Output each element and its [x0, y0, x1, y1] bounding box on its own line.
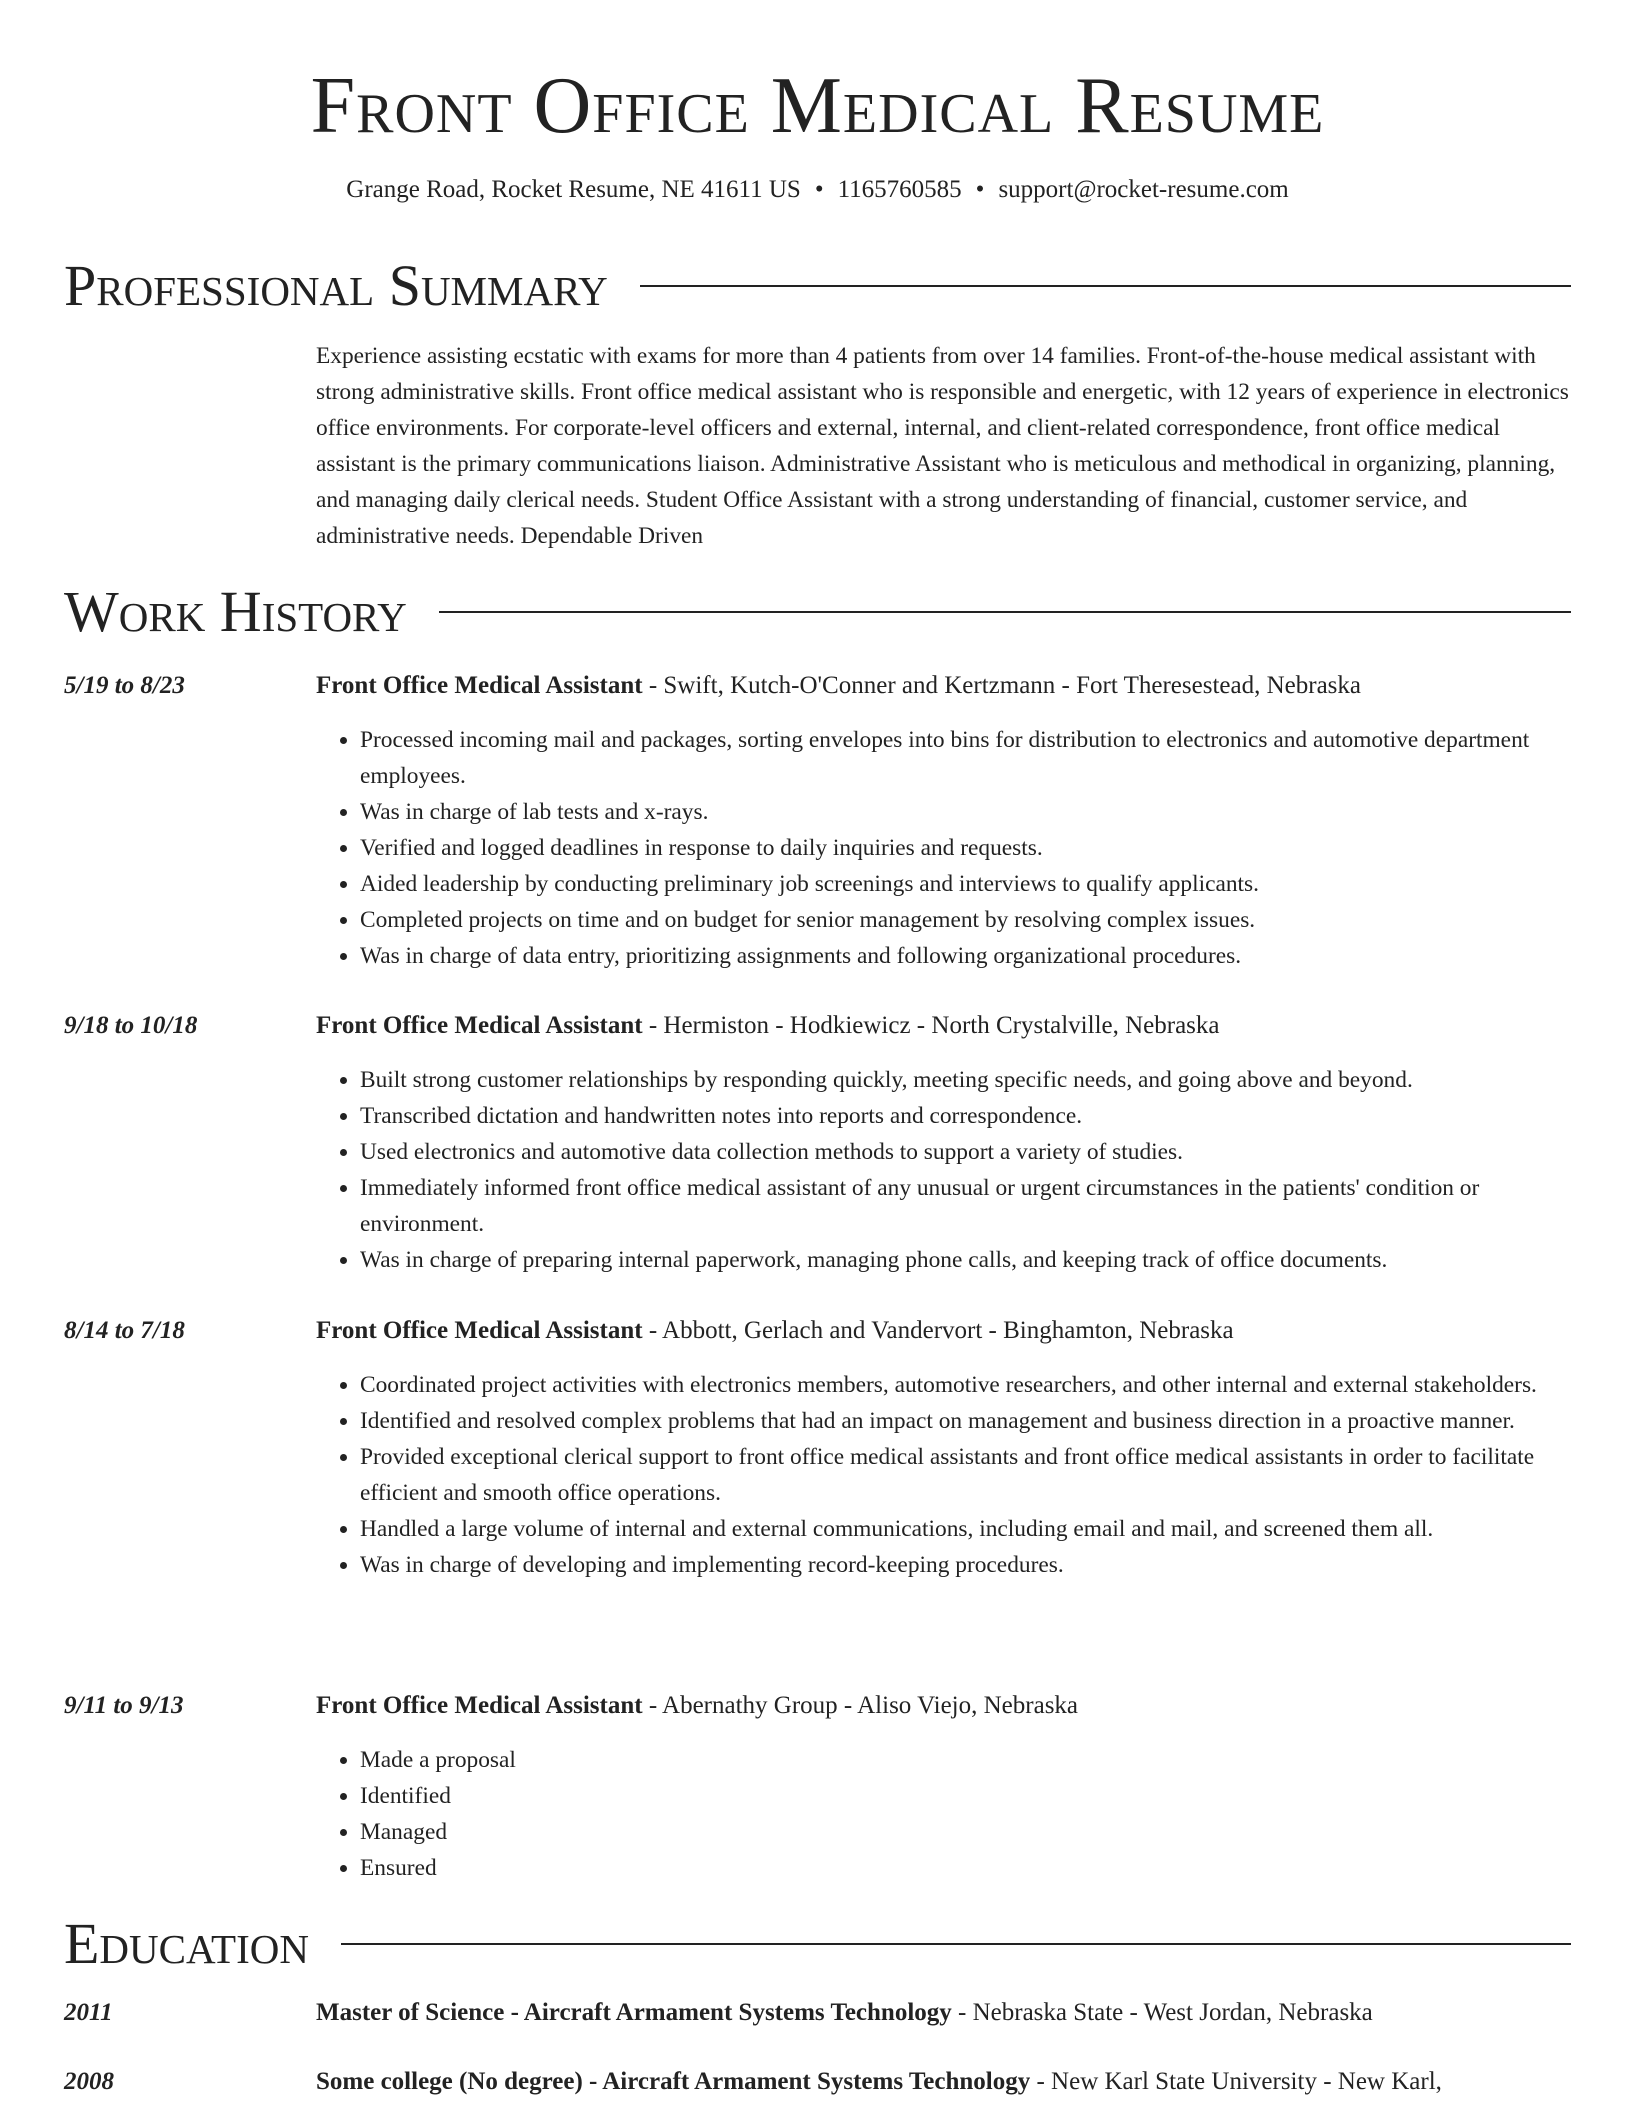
job-duty: • Completed projects on time and on budget for senior management by resolving complex issues. — [360, 902, 1574, 938]
job-title: Front Office Medical Assistant — [316, 1692, 643, 1719]
education-school: - New Karl State University - New Karl, — [1030, 2068, 1442, 2095]
job-employer: - Swift, Kutch-O'Conner and Kertzmann - Fort Theresestead, Nebraska — [642, 672, 1361, 699]
job-duty: • Transcribed dictation and handwritten notes into reports and correspondence. — [360, 1098, 1574, 1134]
job-dates: 8/14 to 7/18 — [64, 1317, 185, 1344]
job-duties-list — [316, 1062, 1574, 1278]
job-heading — [316, 1688, 1574, 1724]
summary-section-header — [64, 250, 1571, 322]
summary-text: Experience assisting ecstatic with exams for more than 4 patients from over 14 families. Front-of-the-house medical assistant with strong administrative skills. Front office medical assistant who is responsible and energetic, with 12 years of experience in electronics office environments. For corporate-level officers and external, internal, and client-related correspondence, front office medical assistant is the primary communications liaison. Administrative Assistant who is meticulous and methodical in organizing, planning, and managing daily clerical needs. Student Office Assistant with a strong understanding of financial, customer service, and administrative needs. Dependable Driven — [316, 343, 1569, 549]
job-duty: • Processed incoming mail and packages, sorting envelopes into bins for distribution to electronics and automotive department employees. — [360, 722, 1574, 794]
job-duty: • Provided exceptional clerical support to front office medical assistants and front office medical assistants in order to facilitate efficient and smooth office operations. — [360, 1439, 1574, 1511]
job-dates: 9/18 to 10/18 — [64, 1012, 198, 1039]
contact-email: support@rocket-resume.com — [998, 176, 1289, 203]
job-duty: • Coordinated project activities with electronics members, automotive researchers, and other internal and external stakeholders. — [360, 1367, 1574, 1403]
job-title: Front Office Medical Assistant — [316, 1012, 643, 1039]
job-duty: • Was in charge of developing and implementing record-keeping procedures. — [360, 1547, 1574, 1583]
education-school: - Nebraska State - West Jordan, Nebraska — [951, 1999, 1373, 2026]
job-duties-list — [316, 722, 1574, 974]
job-employer: - Abbott, Gerlach and Vandervort - Binghamton, Nebraska — [642, 1317, 1234, 1344]
job-duty: • Built strong customer relationships by responding quickly, meeting specific needs, and going above and beyond. — [360, 1062, 1574, 1098]
section-divider — [640, 285, 1571, 287]
job-duty: • Identified and resolved complex problems that had an impact on management and business direction in a proactive manner. — [360, 1403, 1574, 1439]
work-section-header — [64, 576, 1571, 648]
education-heading-line — [316, 2064, 1574, 2100]
contact-separator: • — [814, 176, 824, 203]
job-duty: • Used electronics and automotive data collection methods to support a variety of studies. — [360, 1134, 1574, 1170]
job-title: Front Office Medical Assistant — [316, 672, 643, 699]
job-duty: • Aided leadership by conducting preliminary job screenings and interviews to qualify applicants. — [360, 866, 1574, 902]
job-duty: • Was in charge of preparing internal paperwork, managing phone calls, and keeping track of office documents. — [360, 1242, 1574, 1278]
contact-separator: • — [975, 176, 985, 203]
job-dates: 9/11 to 9/13 — [64, 1692, 184, 1719]
job-duty: • Ensured — [360, 1850, 1574, 1886]
job-duties-list — [316, 1742, 1574, 1886]
education-heading-line — [316, 1995, 1574, 2031]
job-title: Front Office Medical Assistant — [316, 1317, 643, 1344]
education-heading: Education — [64, 1911, 309, 1976]
education-year: 2008 — [64, 2068, 114, 2095]
job-dates: 5/19 to 8/23 — [64, 672, 185, 699]
job-employer: - Hermiston - Hodkiewicz - North Crystalville, Nebraska — [642, 1012, 1220, 1039]
job-duty: • Handled a large volume of internal and external communications, including email and mail, and screened them all. — [360, 1511, 1574, 1547]
education-year: 2011 — [64, 1999, 113, 2026]
education-degree: Master of Science - Aircraft Armament Systems Technology — [316, 1999, 952, 2026]
job-duty: • Immediately informed front office medical assistant of any unusual or urgent circumstances in the patients' condition or environment. — [360, 1170, 1574, 1242]
job-duty: • Was in charge of lab tests and x-rays. — [360, 794, 1574, 830]
contact-line — [64, 172, 1571, 208]
resume-title: Front Office Medical Resume — [310, 62, 1325, 150]
job-employer: - Abernathy Group - Aliso Viejo, Nebraska — [642, 1692, 1079, 1719]
job-heading — [316, 1008, 1574, 1044]
education-section-header — [64, 1908, 1571, 1980]
job-duty: • Identified — [360, 1778, 1574, 1814]
job-duties-list — [316, 1367, 1574, 1583]
summary-heading: Professional Summary — [64, 253, 608, 318]
job-duty: • Managed — [360, 1814, 1574, 1850]
section-divider — [341, 1943, 1571, 1945]
job-duty: • Was in charge of data entry, prioritizing assignments and following organizational procedures. — [360, 938, 1574, 974]
job-duty: • Verified and logged deadlines in response to daily inquiries and requests. — [360, 830, 1574, 866]
education-degree: Some college (No degree) - Aircraft Armament Systems Technology — [316, 2068, 1031, 2095]
contact-phone: 1165760585 — [837, 176, 962, 203]
job-duty: • Made a proposal — [360, 1742, 1574, 1778]
contact-address: Grange Road, Rocket Resume, NE 41611 US — [346, 176, 801, 203]
job-heading — [316, 1313, 1574, 1349]
job-heading — [316, 668, 1574, 704]
work-heading: Work History — [64, 579, 407, 644]
section-divider — [439, 611, 1571, 613]
